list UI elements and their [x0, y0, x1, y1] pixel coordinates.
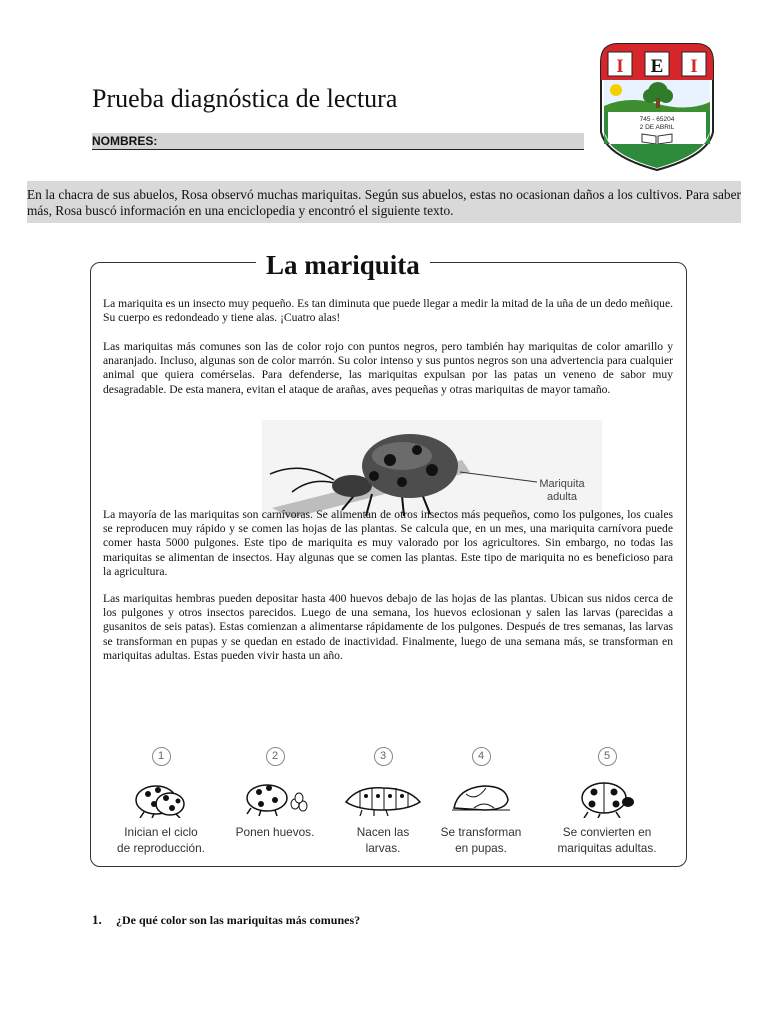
step-caption-line-2: larvas.: [365, 841, 401, 855]
figure-label-line-2: adulta: [547, 491, 577, 503]
step-caption-line-1: Se convierten en: [562, 825, 652, 839]
step-caption-line-2: en pupas.: [455, 841, 507, 855]
step-number: 4: [472, 747, 491, 766]
logo-letter-2: E: [650, 56, 664, 77]
step-caption-line-2: mariquitas adultas.: [557, 841, 657, 855]
adult-ladybug-icon: [572, 774, 642, 818]
pupa-icon: [446, 774, 516, 818]
step-number: 5: [598, 747, 617, 766]
article-paragraph-2: Las mariquitas más comunes son las de color rojo con puntos negros, pero también hay mariquitas de color amarillo y anaranjado. Incluso, algunas son de color marrón. Su color intenso y sus puntos negros son una advertencia para cualquier animal que quiera comérselas. Para defenderse, las mariquitas expulsan por las patas un veneno de sabor muy desagradable. De esta manera, evitan el ataque de arañas, aves pequeñas y otras mariquitas de mayor tamaño.: [103, 340, 673, 396]
question-text: ¿De qué color son las mariquitas más comunes?: [116, 913, 361, 927]
ladybug-illustration: [262, 420, 602, 520]
lifecycle-step-1: [101, 747, 221, 856]
article-paragraph-1: La mariquita es un insecto muy pequeño. Es tan diminuta que puede llegar a medir la mitad de la uña de un dedo meñique. Su cuerpo es redondeado y tiene alas. ¡Cuatro alas!: [103, 297, 673, 325]
larva-icon: [338, 774, 428, 818]
page-title: Prueba diagnóstica de lectura: [92, 84, 398, 113]
step-caption-line-1: Ponen huevos.: [235, 825, 315, 839]
article-paragraph-4: Las mariquitas hembras pueden depositar hasta 400 huevos debajo de las hojas de las plantas. Ubican sus nidos cerca de los pulgones y otros insectos parecidos. Luego de una semana, los huevos eclosionan y salen las larvas (parecidas a gusanitos de seis patas). Estas comienzan a alimentarse rápidamente de los pulgones. Después de tres semanas, las larvas se transforman en pupas y se quedan en estado de inactividad. Finalmente, luego de una semana más, se transforman en mariquitas adultas. Estas pueden vivir hasta un año.: [103, 592, 673, 662]
question-1: [92, 912, 360, 928]
ladybug-eggs-icon: [235, 774, 315, 818]
logo-text-2: 2 DE ABRIL: [639, 124, 675, 131]
lifecycle-step-4: [421, 747, 541, 856]
nombres-label: NOMBRES:: [92, 134, 158, 148]
logo-letter-1: I: [616, 56, 624, 77]
intro-text: En la chacra de sus abuelos, Rosa observó muchas mariquitas. Según sus abuelos, estas no ocasionan daños a los cultivos. Para saber más, Rosa buscó información en una enciclopedia y encontró el siguiente texto.: [27, 181, 741, 223]
step-number: 1: [152, 747, 171, 766]
step-number: 2: [266, 747, 285, 766]
step-caption-line-1: Inician el ciclo: [124, 825, 198, 839]
article-title: La mariquita: [256, 250, 430, 281]
article-paragraph-3: La mayoría de las mariquitas son carnívoras. Se alimentan de otros insectos más pequeños, como los pulgones, los cuales se reproducen muy rápido y se comen las hojas de las plantas. Se calcula que, en un mes, una mariquita carnívora puede comer hasta 5000 pulgones. Este tipo de mariquita es muy valorado por los agricultores. Sin embargo, no todas las mariquitas se alimentan de insectos. Hay algunas que se comen las plantas. Este tipo de mariquita no es beneficioso para la agricultura.: [103, 508, 673, 578]
step-number: 3: [374, 747, 393, 766]
step-caption-line-2: de reproducción.: [117, 841, 205, 855]
logo-letter-3: I: [690, 56, 698, 77]
school-logo: [598, 40, 716, 172]
step-caption-line-1: Nacen las: [356, 825, 410, 839]
step-caption-line-1: Se transforman: [440, 825, 522, 839]
question-number: 1.: [92, 912, 102, 927]
ladybugs-mating-icon: [126, 774, 196, 818]
figure-label-line-1: Mariquita: [539, 478, 585, 490]
logo-text-1: 745 - 65204: [639, 116, 675, 123]
lifecycle-step-5: [547, 747, 667, 856]
nombres-field[interactable]: [92, 133, 584, 150]
lifecycle-step-2: [215, 747, 335, 840]
